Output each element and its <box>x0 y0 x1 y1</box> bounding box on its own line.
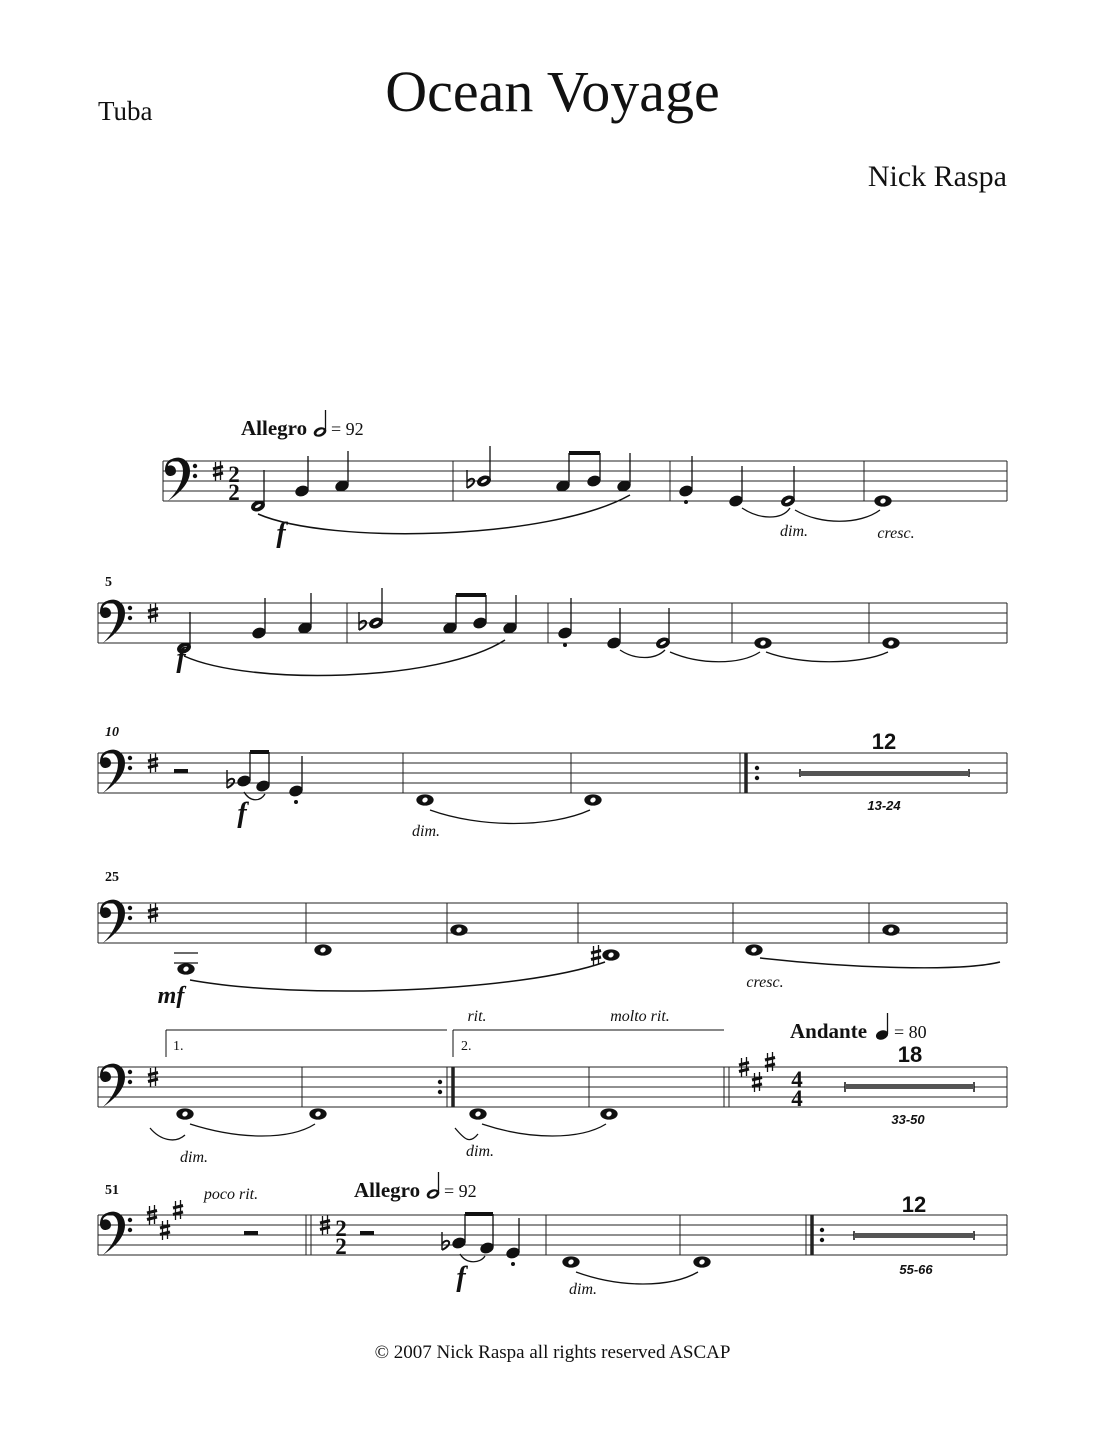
system-2 <box>98 603 1007 643</box>
sharp-icon <box>765 1052 775 1072</box>
expression-dim: dim. <box>180 1149 208 1166</box>
half-rest-icon <box>174 769 188 773</box>
sharp-icon <box>752 1072 762 1092</box>
multirest-range: 55-66 <box>899 1262 933 1277</box>
second-ending-label: 2. <box>461 1039 472 1054</box>
half-rest-icon <box>244 1231 258 1235</box>
multirest <box>845 1042 974 1127</box>
instrument-label: Tuba <box>98 96 153 126</box>
multirest-count: 12 <box>901 1192 927 1217</box>
expression-dim: dim. <box>466 1143 494 1160</box>
tempo-andante: Andante <box>790 1019 868 1043</box>
time-sig-top: 4 <box>791 1067 803 1092</box>
bass-clef-icon <box>100 900 132 943</box>
tempo-allegro: Allegro <box>354 1178 421 1202</box>
expression-rit: rit. <box>467 1008 487 1025</box>
flat-icon <box>467 470 474 488</box>
measure-number: 25 <box>105 870 119 885</box>
tempo-allegro: Allegro <box>241 416 308 440</box>
bass-clef-icon <box>165 458 197 501</box>
expression-molto-rit: molto rit. <box>610 1008 670 1025</box>
bass-clef-icon <box>100 1064 132 1107</box>
sharp-icon <box>160 1220 170 1240</box>
measure-number: 10 <box>105 725 119 740</box>
dynamic-f: f <box>237 798 247 829</box>
dynamic-f: f <box>276 518 286 549</box>
time-sig-top: 2 <box>228 462 240 487</box>
bass-clef-icon <box>100 750 132 793</box>
system-4 <box>98 903 1007 943</box>
dynamic-mf: mf <box>157 983 185 1009</box>
page-title: Ocean Voyage <box>385 59 720 124</box>
sharp-icon <box>173 1200 183 1220</box>
time-sig-bottom: 2 <box>228 480 240 505</box>
expression-cresc: cresc. <box>877 525 915 542</box>
expression-dim: dim. <box>569 1281 597 1298</box>
first-ending-label: 1. <box>173 1039 184 1054</box>
quarter-note-icon <box>875 1013 890 1041</box>
system-1 <box>163 461 1007 501</box>
multirest <box>854 1192 974 1277</box>
copyright-notice: © 2007 Nick Raspa all rights reserved ASCAP <box>374 1342 731 1363</box>
multirest-count: 18 <box>897 1042 923 1067</box>
expression-dim: dim. <box>780 523 808 540</box>
composer-name: Nick Raspa <box>867 160 1007 193</box>
multirest-range: 33-50 <box>891 1112 925 1127</box>
measure-number: 5 <box>105 575 112 590</box>
expression-cresc: cresc. <box>746 974 784 991</box>
bass-clef-icon <box>100 600 132 643</box>
tempo-mm: = 92 <box>331 419 364 439</box>
multirest-range: 13-24 <box>867 798 901 813</box>
half-note-icon <box>312 410 327 438</box>
tempo-mm: = 92 <box>444 1181 477 1201</box>
half-rest-icon <box>360 1231 374 1235</box>
measure-number: 51 <box>105 1183 119 1198</box>
first-ending-bracket <box>166 1030 447 1057</box>
time-sig-top: 2 <box>335 1216 347 1241</box>
dynamic-f: f <box>456 1262 466 1293</box>
time-sig-bottom: 2 <box>335 1234 347 1259</box>
time-sig-bottom: 4 <box>791 1086 803 1111</box>
multirest <box>800 729 969 813</box>
second-ending-bracket <box>453 1030 724 1057</box>
expression-dim: dim. <box>412 823 440 840</box>
half-note-icon <box>425 1172 440 1200</box>
dynamic-f: f <box>176 643 186 674</box>
bass-clef-icon <box>100 1212 132 1255</box>
multirest-count: 12 <box>871 729 897 754</box>
tempo-mm: = 80 <box>894 1022 927 1042</box>
expression-poco-rit: poco rit. <box>203 1186 259 1203</box>
